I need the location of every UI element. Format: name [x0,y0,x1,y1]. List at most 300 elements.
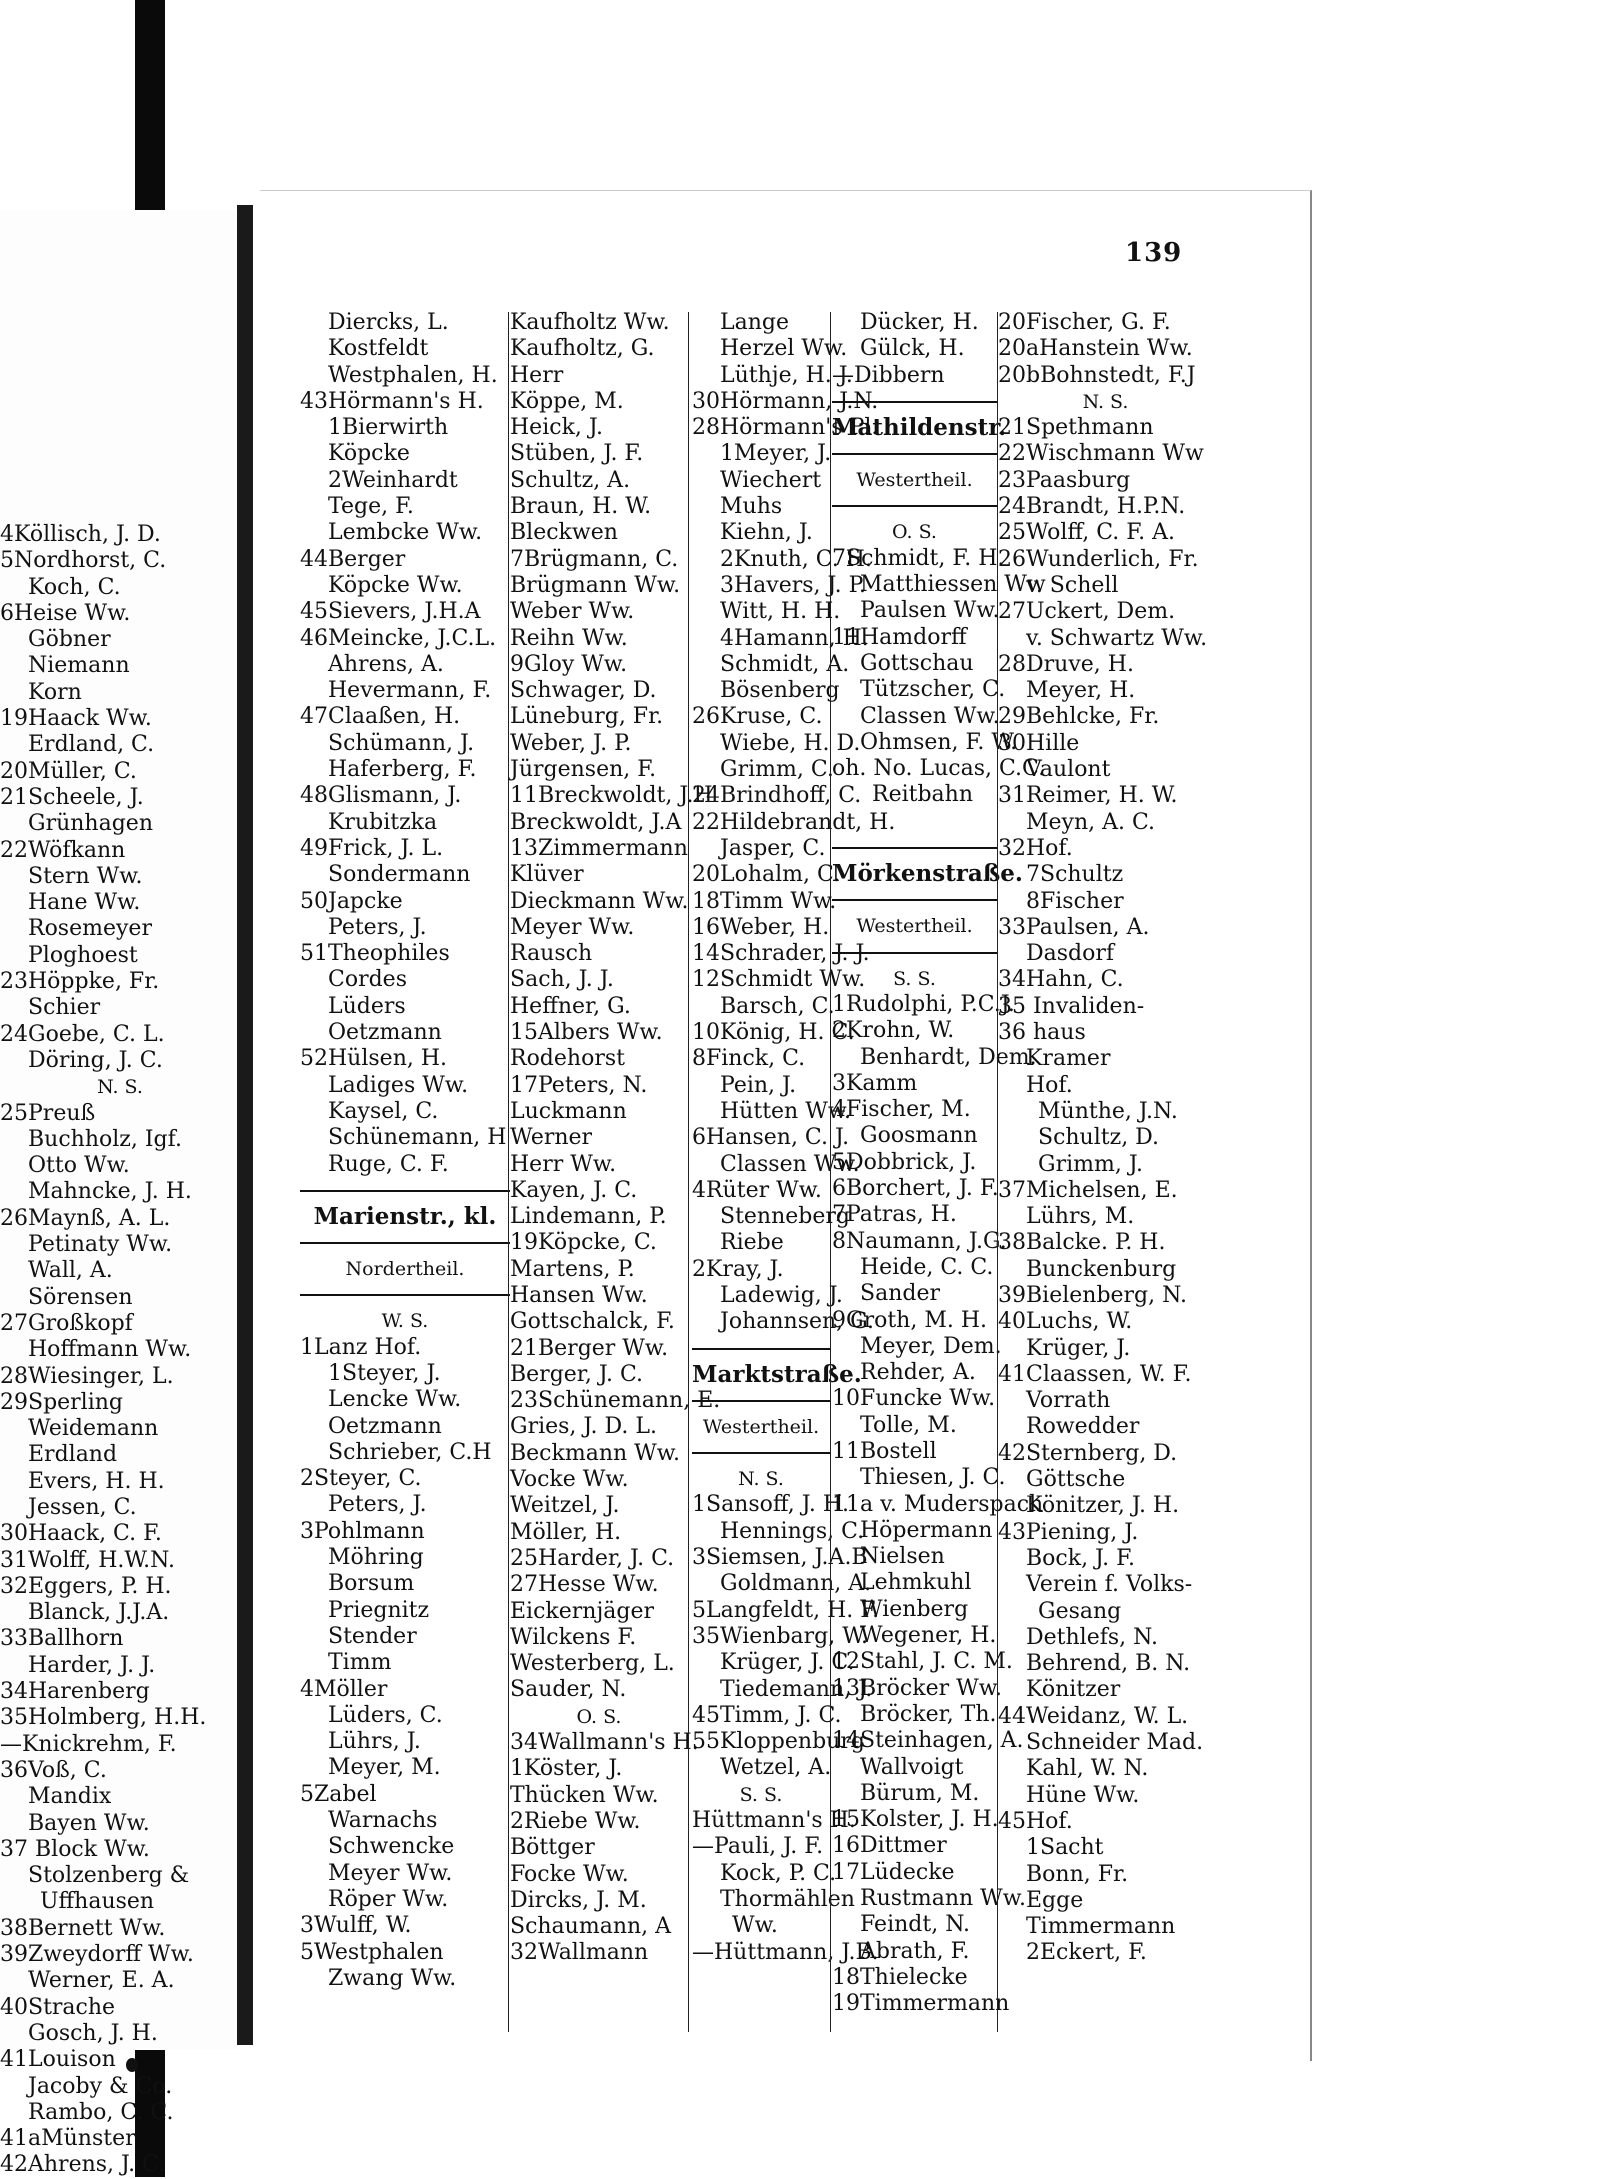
directory-entry: Dethlefs, N. [1026,1624,1158,1650]
directory-entry: 8Fischer [1026,888,1124,914]
directory-entry: Classen Ww. [860,703,1000,729]
directory-entry: Lembcke Ww. [328,520,483,546]
directory-entry: Kaufholtz, G. [510,336,655,362]
directory-entry: 5Westphalen [300,1939,444,1965]
directory-entry: 7Patras, H. [832,1202,957,1228]
directory-entry: Lehmkuhl [860,1570,972,1596]
directory-entry: Feindt, N. [860,1912,971,1938]
directory-entry: —Hüttmann, J.B. [692,1939,879,1965]
section-rule [832,505,997,507]
directory-entry: 21Scheele, J. [0,784,144,810]
directory-entry: 5Langfeldt, H. F. [692,1597,880,1623]
directory-entry: 2Kray, J. [692,1256,784,1282]
directory-entry: Bonn, Fr. [1026,1861,1129,1887]
section-label: N. S. [738,1468,784,1491]
directory-entry: Behrend, B. N. [1026,1651,1191,1677]
directory-entry: Jessen, C. [28,1494,137,1520]
directory-entry: Oetzmann [328,1020,442,1046]
directory-entry: Priegnitz [328,1597,430,1623]
directory-entry: Thormählen [720,1886,855,1912]
directory-entry: 39Bielenberg, N. [998,1282,1187,1308]
directory-entry: Tolle, M. [860,1412,957,1438]
directory-entry: Hoffmann Ww. [28,1337,192,1363]
street-heading: Mörkenstraße. [832,860,1023,888]
directory-entry: 25Preuß [0,1100,96,1126]
directory-entry: 35Holmberg, H.H. [0,1705,207,1731]
directory-entry: 22Wöfkann [0,837,126,863]
directory-entry: 1Sansoff, J. H. [692,1492,849,1518]
directory-entry: 1Steyer, J. [328,1360,441,1386]
directory-entry: Köpcke [328,441,410,467]
directory-entry: Lüders [328,993,406,1019]
directory-entry: Braun, H. W. [510,494,652,520]
directory-entry: 21Spethmann [998,415,1154,441]
directory-entry: 29Behlcke, Fr. [998,704,1160,730]
directory-entry: Schmidt, A. [720,651,850,677]
directory-entry: Goosmann [860,1123,978,1149]
directory-entry: Paulsen Ww. [860,598,1000,624]
directory-entry: 55Kloppenburg [692,1729,865,1755]
directory-entry: Dieckmann Ww. [510,888,689,914]
directory-entry: 1Köster, J. [510,1756,623,1782]
street-heading: Marktstraße. [692,1360,862,1388]
directory-entry: Martens, P. [510,1256,635,1282]
directory-entry: Ohmsen, F. W. [860,729,1018,755]
directory-entry: Schneider Mad. [1026,1730,1204,1756]
left-page [0,210,240,2178]
directory-entry: oh. No. Lucas, C.C. [832,756,1046,782]
directory-entry: Ladewig, J. [720,1282,843,1308]
directory-entry: Sondermann [328,862,471,888]
directory-entry: 52Hülsen, H. [300,1046,448,1072]
directory-entry: 30Hille [998,730,1080,756]
directory-entry: 32Wallmann [510,1940,649,1966]
directory-entry: 20Lohalm, C. [692,862,841,888]
directory-entry: Hane Ww. [28,890,141,916]
directory-entry: Reihn Ww. [510,625,628,651]
directory-entry: 9Groth, M. H. [832,1307,988,1333]
directory-entry: 18Thielecke [832,1964,968,1990]
directory-entry: Wetzel, A. [720,1755,832,1781]
directory-entry: 26Wunderlich, Fr. [998,546,1199,572]
section-label: Westertheil. [856,915,973,938]
directory-entry: Röper Ww. [328,1886,449,1912]
directory-entry: Meyer Ww. [328,1860,453,1886]
directory-entry: 42Sternberg, D. [998,1440,1178,1466]
directory-entry: Thücken Ww. [510,1782,659,1808]
directory-entry: Benhardt, Dem. [860,1044,1037,1070]
directory-entry: 10König, H. C. [692,1020,855,1046]
directory-entry: Luckmann [510,1098,627,1124]
directory-entry: 11Bostell [832,1438,937,1464]
directory-entry: Nielsen [860,1544,945,1570]
directory-entry: Schümann, J. [328,730,475,756]
directory-entry: 6Hansen, C. J. [692,1125,850,1151]
directory-entry: Stern Ww. [28,863,143,889]
directory-entry: Matthiessen Ww [860,572,1046,598]
directory-entry: Höpermann [860,1517,993,1543]
directory-entry: 22Wischmann Ww [998,441,1204,467]
directory-entry: Herzel Ww. [720,336,848,362]
directory-entry: 33Ballhorn [0,1626,124,1652]
section-rule [300,1242,510,1244]
directory-entry: Thiesen, J. C. [860,1465,1006,1491]
directory-entry: 4Fischer, M. [832,1097,971,1123]
section-label: S. S. [739,1783,783,1806]
directory-entry: Erdland, C. [28,732,155,758]
directory-entry: 1Rudolphi, P.C.J. [832,991,1015,1017]
directory-entry: 4Möller [300,1676,388,1702]
directory-entry: Harder, J. J. [28,1652,156,1678]
directory-entry: 1Sacht [1026,1835,1104,1861]
directory-entry: Hüttmann's H. [692,1808,856,1834]
directory-entry: 7Schultz [1026,862,1124,888]
directory-entry: 32Eggers, P. H. [0,1573,172,1599]
directory-entry: Uffhausen [40,1889,155,1915]
directory-entry: Lüders, C. [328,1702,443,1728]
directory-entry: Herr Ww. [510,1151,617,1177]
directory-entry: 23Paasburg [998,467,1131,493]
directory-entry: Lange [720,310,789,335]
directory-entry: 19Haack Ww. [0,706,152,732]
section-label: S. S. [893,967,936,990]
directory-entry: Schwencke [328,1834,455,1860]
directory-entry: Wall, A. [28,1258,113,1284]
directory-entry: Wiechert [720,467,822,493]
section-rule [832,453,997,455]
directory-entry: Meyer, M. [328,1755,441,1781]
directory-entry: 23Höppke, Fr. [0,969,160,995]
directory-entry: 16Weber, H. [692,914,830,940]
directory-entry: Goldmann, A. [720,1571,872,1597]
directory-entry: 5Dobbrick, J. [832,1149,977,1175]
directory-entry: 49Frick, J. L. [300,835,444,861]
directory-entry: Kock, P. C. [720,1860,837,1886]
directory-entry: 45Hof. [998,1808,1073,1834]
directory-entry: Reitbahn [872,782,973,808]
directory-entry: 9Gloy Ww. [510,651,628,677]
directory-entry: Göbner [28,627,111,653]
directory-entry: 6Heise Ww. [0,600,131,626]
column-divider [830,312,831,2032]
directory-entry: 45Sievers, J.H.A [300,599,481,625]
directory-entry: 1Meyer, J. [720,441,832,467]
directory-entry: Classen Ww. [720,1151,860,1177]
column-2 [510,310,721,1967]
directory-entry: Abrath, F. [860,1938,970,1964]
directory-entry: 41aMünster [0,2126,136,2152]
directory-entry: 28Wiesinger, L. [0,1363,174,1389]
street-heading: Marienstr., kl. [313,1202,497,1230]
directory-entry: Krüger, J. [1026,1335,1131,1361]
directory-entry: Heick, J. [510,415,603,441]
directory-entry: Cordes [328,967,407,993]
directory-entry: Münthe, J.N. [1038,1098,1178,1124]
directory-entry: Eickernjäger [510,1598,655,1624]
section-rule [832,952,997,954]
directory-entry: Kramer [1026,1046,1111,1072]
directory-entry: Rehder, A. [860,1360,976,1386]
directory-entry: Könitzer, J. H. [1026,1493,1180,1519]
directory-entry: Peters, J. [328,1492,427,1518]
directory-entry: 44Berger [300,546,406,572]
directory-entry: Meyer, Dem. [860,1333,1002,1359]
directory-entry: —Dibbern [832,362,945,388]
directory-entry: Bösenberg [720,678,840,704]
directory-entry: Jürgensen, F. [510,757,657,783]
directory-entry: Tege, F. [328,494,414,520]
directory-entry: 35Wienbarg, W. [692,1623,868,1649]
directory-entry: Hof. [1026,1072,1073,1098]
directory-entry: 36 haus [998,1020,1086,1046]
directory-entry: 15Kolster, J. H. [832,1807,999,1833]
directory-entry: Weber, J. P. [510,730,632,756]
directory-entry: Tützscher, C. [860,677,1006,703]
directory-entry: 30Haack, C. F. [0,1521,162,1547]
directory-entry: Könitzer [1026,1677,1121,1703]
directory-entry: Zwang Ww. [328,1965,457,1991]
directory-entry: 2Weinhardt [328,467,458,493]
directory-entry: 3Kamm [832,1070,918,1096]
column-5 [998,310,1213,1967]
directory-entry: 20aHanstein Ww. [998,336,1193,362]
directory-entry: 16Dittmer [832,1833,947,1859]
directory-entry: Blanck, J.J.A. [28,1600,170,1626]
directory-entry: Meyer Ww. [510,914,635,940]
directory-entry: Jasper, C. [720,835,826,861]
directory-entry: 24Brandt, H.P.N. [998,494,1186,520]
directory-entry: 30Hörmann, J.N. [692,388,879,414]
directory-entry: 41Claassen, W. F. [998,1361,1192,1387]
directory-entry: 42Ahrens, J. C. [0,2152,166,2178]
directory-entry: 28Druve, H. [998,651,1134,677]
directory-entry: 36Voß, C. [0,1757,107,1783]
directory-entry: Riebe [720,1230,784,1256]
directory-entry: Hennings, C. [720,1518,865,1544]
section-rule [832,899,997,901]
directory-entry: Weidemann [28,1416,159,1442]
page-gutter [237,205,253,2045]
directory-entry: 43Piening, J. [998,1519,1139,1545]
directory-entry: 14Steinhagen, A. [832,1728,1024,1754]
directory-entry: Meyn, A. C. [1026,809,1156,835]
directory-entry: Petinaty Ww. [28,1232,173,1258]
directory-entry: 46Meincke, J.C.L. [300,625,497,651]
directory-entry: 20Fischer, G. F. [998,310,1171,335]
directory-entry: 3Havers, J. P. [720,572,866,598]
directory-entry: Schier [28,995,101,1021]
directory-entry: Gries, J. D. L. [510,1414,657,1440]
directory-entry: Möller, H. [510,1519,622,1545]
directory-entry: 44Weidanz, W. L. [998,1703,1189,1729]
directory-entry: Wilckens F. [510,1624,637,1650]
directory-entry: 20bBohnstedt, F.J [998,362,1196,388]
directory-entry: Kaysel, C. [328,1098,439,1124]
directory-entry: Peters, J. [328,914,427,940]
directory-entry: Wegener, H. [860,1623,997,1649]
directory-entry: Sach, J. J. [510,967,614,993]
directory-entry: Vorrath [1026,1388,1111,1414]
directory-entry: Bröcker, Th. [860,1701,997,1727]
directory-entry: Werner, E. A. [28,1968,175,1994]
directory-entry: Hütten Ww. [720,1098,852,1124]
directory-entry: Krubitzka [328,809,438,835]
directory-entry: Wienberg [860,1596,969,1622]
page-number: 139 [1125,238,1183,268]
directory-entry: Tiedemann, J. [720,1676,873,1702]
directory-entry: Koch, C. [28,574,121,600]
directory-entry: Rausch [510,941,593,967]
directory-entry: 7Schmidt, F. H. [832,545,1005,571]
directory-entry: Dircks, J. M. [510,1887,647,1913]
directory-entry: 31Reimer, H. W. [998,783,1178,809]
column-divider [688,312,689,2032]
directory-entry: 27Hesse Ww. [510,1572,659,1598]
directory-entry: Stolzenberg & [28,1863,190,1889]
directory-entry: 37 Block Ww. [0,1836,150,1862]
directory-entry: Wallvoigt [860,1754,964,1780]
directory-entry: 34Harenberg [0,1679,150,1705]
directory-entry: Bunckenburg [1026,1256,1177,1282]
directory-entry: —Pauli, J. F. [692,1834,824,1860]
section-rule [692,1348,830,1350]
directory-entry: Meyer, H. [1026,678,1136,704]
directory-entry: Haferberg, F. [328,757,477,783]
directory-entry: Witt, H. H. [720,599,841,625]
directory-entry: Korn [28,679,82,705]
directory-entry: Heide, C. C. [860,1254,994,1280]
directory-entry: Gosch, J. H. [28,2020,158,2046]
directory-entry: 4Hamann, H. [720,625,869,651]
directory-entry: Borsum [328,1571,415,1597]
directory-entry: Gottschalck, F. [510,1309,675,1335]
directory-entry: 27Uckert, Dem. [998,599,1176,625]
directory-entry: 41Louison [0,2047,116,2073]
directory-entry: 45Timm, J. C. [692,1702,842,1728]
directory-entry: Stender [328,1623,417,1649]
directory-entry: Egge [1026,1887,1084,1913]
directory-entry: Grimm, J. [1038,1151,1143,1177]
directory-entry: Grünhagen [28,811,153,837]
directory-entry: Kiehn, J. [720,520,813,546]
section-label: O. S. [892,521,937,544]
directory-entry: 34Wallmann's H. [510,1730,699,1756]
directory-entry: 40Strache [0,1994,116,2020]
directory-entry: Muhs [720,494,783,520]
directory-entry: Mahncke, J. H. [28,1179,192,1205]
directory-entry: Buchholz, Igf. [28,1126,182,1152]
directory-entry: Timm [328,1650,392,1676]
directory-entry: Breckwoldt, J.A [510,809,682,835]
section-rule [692,1452,830,1454]
directory-entry: 31Wolff, H.W.N. [0,1547,176,1573]
directory-entry: 25Harder, J. C. [510,1545,675,1571]
directory-entry: 2Knuth, C. H. [720,546,872,572]
directory-entry: 17Peters, N. [510,1072,648,1098]
directory-entry: 5Zabel [300,1781,377,1807]
directory-entry: 4Köllisch, J. D. [0,522,161,547]
directory-entry: 29Sperling [0,1389,124,1415]
directory-entry: Lührs, J. [328,1729,421,1755]
directory-entry: Herr [510,362,564,388]
directory-entry: Oetzmann [328,1413,442,1439]
section-rule [300,1190,510,1192]
directory-entry: Döring, J. C. [28,1047,163,1073]
directory-entry: 1Lanz Hof. [300,1334,422,1360]
directory-entry: Mandix [28,1784,112,1810]
directory-entry: Pein, J. [720,1072,797,1098]
directory-entry: 20Müller, C. [0,758,137,784]
section-label: Westertheil. [702,1415,820,1438]
directory-entry: 43Hörmann's H. [300,388,484,414]
directory-entry: Kahl, W. N. [1026,1756,1149,1782]
directory-entry: v. Schwartz Ww. [1026,625,1208,651]
directory-entry: 39Zweydorff Ww. [0,1942,194,1968]
directory-entry: Lindemann, P. [510,1204,667,1230]
directory-entry: Focke Ww. [510,1861,629,1887]
directory-entry: 24Goebe, C. L. [0,1021,165,1047]
directory-entry: Wiebe, H. D. [720,730,861,756]
directory-entry: Schultz, A. [510,467,631,493]
directory-entry: Sauder, N. [510,1677,627,1703]
directory-entry: Weitzel, J. [510,1493,620,1519]
directory-entry: Grimm, C. [720,757,834,783]
directory-entry: 51Theophiles [300,941,450,967]
left-column [0,522,240,2179]
directory-entry: 3Wulff, W. [300,1913,412,1939]
directory-entry: Böttger [510,1835,595,1861]
directory-entry: 11a v. Muderspach [832,1491,1044,1517]
directory-entry: Ruge, C. F. [328,1151,449,1177]
directory-entry: 5Nordhorst, C. [0,548,167,574]
directory-entry: Rambo, C. C. [28,2099,174,2125]
directory-entry: 34Hahn, C. [998,967,1124,993]
directory-entry: Vocke Ww. [510,1467,629,1493]
directory-entry [832,809,997,835]
directory-entry: Warnachs [328,1808,438,1834]
section-rule [832,847,997,849]
directory-entry: 26Maynß, A. L. [0,1205,171,1231]
directory-entry: Verein f. Volks- [1026,1572,1193,1598]
directory-entry: Sörensen [28,1284,133,1310]
directory-entry: 10Funcke Ww. [832,1386,996,1412]
section-rule [832,401,997,403]
directory-entry: 19Köpcke, C. [510,1230,657,1256]
directory-entry: 50Japcke [300,888,403,914]
directory-entry: Köppe, M. [510,388,624,414]
directory-entry: Klüver [510,862,584,888]
directory-entry: 4Rüter Ww. [692,1177,822,1203]
directory-entry: 3Pohlmann [300,1518,425,1544]
section-label: N. S. [97,1076,143,1099]
directory-entry: Ploghoest [28,942,138,968]
section-rule [692,1400,830,1402]
directory-entry: 18Timm Ww. [692,888,837,914]
directory-entry: Möhring [328,1545,424,1571]
directory-entry: 48Glismann, J. [300,783,462,809]
directory-entry: 14Schrader, J. J. [692,941,870,967]
directory-entry: Westerberg, L. [510,1651,675,1677]
directory-entry: 27Großkopf [0,1310,133,1336]
directory-entry: v. Schell [1026,572,1119,598]
directory-entry: 37Michelsen, E. [998,1177,1178,1203]
directory-entry: Barsch, C. [720,993,835,1019]
directory-entry: 11Hamdorff [832,624,967,650]
directory-entry: 2Steyer, C. [300,1466,422,1492]
directory-entry: Lencke Ww. [328,1387,462,1413]
directory-entry: Niemann [28,653,130,679]
directory-entry: Lüthje, H. J. [720,362,853,388]
